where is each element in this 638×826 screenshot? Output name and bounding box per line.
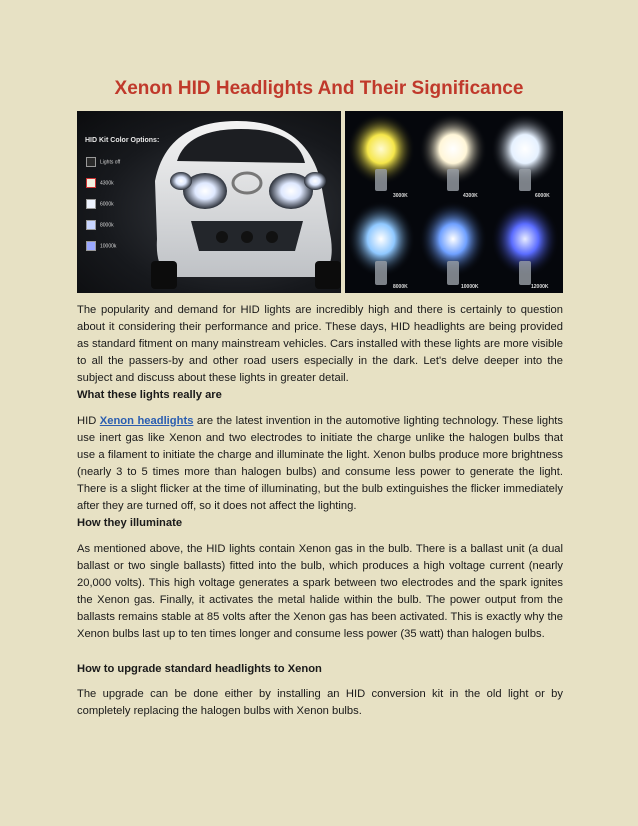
legend-item: 8000k	[86, 220, 114, 230]
legend-item: 4300k	[86, 178, 114, 188]
intro-paragraph: The popularity and demand for HID lights are incredibly high and there is certainly to question about it considering their performance and price. These days, HID headlights are being provided as standard fitment on many mainstream vehicles. Cars installed with these lights are more visible to all the passers-by and other road users especially in the dark. Let's delve deeper into the subject and discuss about these lights in greater detail.	[77, 304, 563, 384]
bulb-label: 6000K	[535, 193, 550, 199]
bulbs-icon	[345, 111, 563, 293]
xenon-headlights-link[interactable]: Xenon headlights	[99, 415, 194, 427]
bulb-label: 4300K	[463, 193, 478, 199]
section-heading: How to upgrade standard headlights to Xenon	[77, 663, 322, 675]
bulb-label: 12000K	[531, 284, 549, 290]
legend-item: Lights off	[86, 157, 120, 167]
bulbs-image	[345, 111, 563, 293]
bulb-label: 3000K	[393, 193, 408, 199]
car-image	[77, 111, 341, 293]
section-heading: What these lights really are	[77, 389, 222, 401]
section-paragraph: As mentioned above, the HID lights contain Xenon gas in the bulb. There is a ballast unit (a dual ballast or two single ballasts) fitted into the bulb, which produces a high voltage current (nearly 20,000 volts). This high voltage generates a spark between two electrodes and the spark ignites the Xenon gas. Finally, it activates the metal halide within the bulb. The power output from the ballasts remains stable at 85 volts after the Xenon gas has been activated. This is exactly why the Xenon bulbs last up to ten times longer and consume less power (35 watt) than halogen bulbs.	[77, 543, 563, 640]
bulb-label: 10000K	[461, 284, 479, 290]
hero-image	[77, 111, 563, 293]
legend-title: HID Kit Color Options:	[85, 137, 160, 144]
bulb-label: 8000K	[393, 284, 408, 290]
section-heading: How they illuminate	[77, 517, 183, 529]
section-paragraph: HID Xenon headlights are the latest invention in the automotive lighting technology. These lights use inert gas like Xenon and two electrodes to initiate the charge unlike the halogen bulbs that use a filament to initiate the charge and illuminate the light. Xenon bulbs produce more brightness (nearly 3 to 5 times more than halogen bulbs) and consume less power to generate the light. There is a slight flicker at the time of illuminating, but the bulb extinguishes the flicker immediately after they are turned off, so it does not affect the lighting.	[77, 415, 564, 512]
legend-item: 10000k	[86, 241, 116, 251]
section-paragraph: The upgrade can be done either by installing an HID conversion kit in the old light or by completely replacing the halogen bulbs with Xenon bulbs.	[77, 688, 563, 717]
car-icon	[77, 111, 341, 293]
page-title: Xenon HID Headlights And Their Significance	[114, 78, 524, 99]
legend-item: 6000k	[86, 199, 114, 209]
